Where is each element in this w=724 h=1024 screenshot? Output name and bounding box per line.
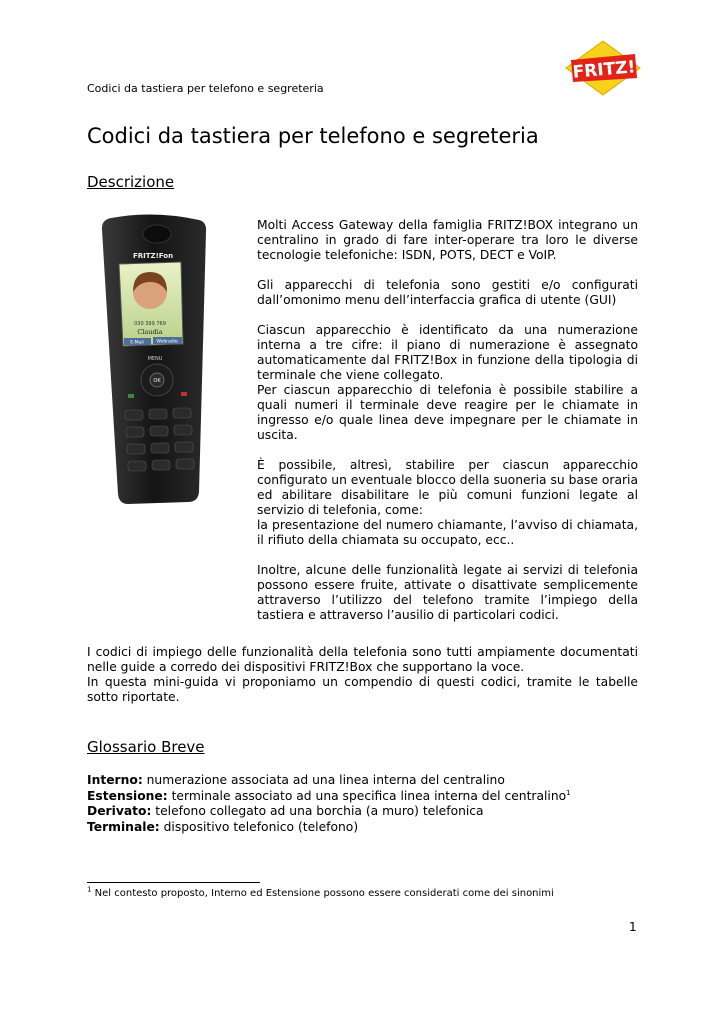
page-number: 1 [629, 920, 637, 934]
paragraph: Inoltre, alcune delle funzionalità legate ai servizi di telefonia possono essere fruite, attivate o disattivate semplicemente attraverso l’utilizzo del telefono tramite l’impiego della tastiera e attraverso l’ausilio di particolari codici. [257, 563, 638, 622]
paragraph: In questa mini-guida vi proponiamo un compendio di questi codici, tramite le tabelle sotto riportate. [87, 675, 638, 704]
logo-text: FRITZ! [571, 57, 637, 83]
glossary-definition: dispositivo telefonico (telefono) [159, 819, 359, 834]
phone-contact-name: Claudia [137, 328, 163, 336]
footnote [87, 885, 554, 899]
footnote-separator [87, 882, 260, 883]
glossary-item [87, 804, 638, 820]
phone-menu-label: MENU [147, 356, 163, 362]
footnote-number: 1 [87, 885, 92, 894]
glossary-item [87, 773, 638, 789]
paragraph: Molti Access Gateway della famiglia FRITZ!BOX integrano un centralino in grado di fare inter-operare tra loro le diverse tecnologie telefoniche: ISDN, POTS, DECT e VoIP. [257, 218, 638, 262]
paragraph: la presentazione del numero chiamante, l’avviso di chiamata, il rifiuto della chiamata su occupato, ecc.. [257, 518, 638, 547]
glossary-item [87, 789, 638, 805]
glossary-term: Interno: [87, 773, 143, 787]
footnote-text: Nel contesto proposto, Interno ed Estensione possono essere considerati come dei sinonimi [91, 888, 554, 899]
phone-ok-label: OK [153, 378, 161, 384]
running-header: Codici da tastiera per telefono e segreteria [87, 82, 324, 95]
paragraph: Gli apparecchi di telefonia sono gestiti e/o configurati dall’omonimo menu dell’interfaccia grafica di utente (GUI) [257, 278, 638, 307]
glossary-definition: telefono collegato ad una borchia (a muro) telefonica [151, 804, 484, 818]
fritz-logo [565, 40, 641, 96]
glossary-term: Derivato: [87, 804, 152, 818]
glossary-item [87, 820, 638, 836]
glossary-definition: numerazione associata ad una linea interna del centralino [142, 773, 505, 787]
codes-intro [87, 645, 638, 705]
phone-image [95, 212, 215, 552]
paragraph: Ciascun apparecchio è identificato da una numerazione interna a tre cifre: il piano di numerazione è assegnato automaticamente dal FRITZ!Box in funzione della tipologia di terminale che viene collegato. [257, 323, 638, 382]
section-heading-descrizione: Descrizione [87, 173, 175, 191]
paragraph: Per ciascun apparecchio di telefonia è possibile stabilire a quali numeri il terminale deve reagire per le chiamate in ingresso e/o quale linea deve impegnare per le chiamate in uscita. [257, 383, 638, 442]
page-title: Codici da tastiera per telefono e segreteria [87, 124, 539, 148]
phone-brand: FRITZ!Fon [132, 252, 174, 260]
phone-contact-number: 030 399 769 [134, 321, 166, 327]
section-heading-glossario: Glossario Breve [87, 738, 205, 756]
description-text [257, 218, 638, 638]
paragraph: I codici di impiego delle funzionalità della telefonia sono tutti ampiamente documentati nelle guide a corredo dei dispositivi FRITZ!Box che supportano la voce. [87, 645, 638, 674]
phone-softkey-left: E-Mail [130, 340, 144, 346]
glossary-list [87, 773, 638, 835]
glossary-term: Terminale: [87, 819, 160, 834]
paragraph: È possibile, altresì, stabilire per ciascun apparecchio configurato un eventuale blocco della suoneria su base oraria ed abilitare disabilitare le più comuni funzioni legate al servizio di telefonia, come: [257, 458, 638, 517]
phone-softkey-right: Webradio [156, 339, 178, 345]
glossary-definition: terminale associato ad una specifica linea interna del centralino [167, 788, 567, 803]
glossary-term: Estensione: [87, 788, 168, 803]
footnote-ref[interactable]: 1 [566, 788, 571, 797]
